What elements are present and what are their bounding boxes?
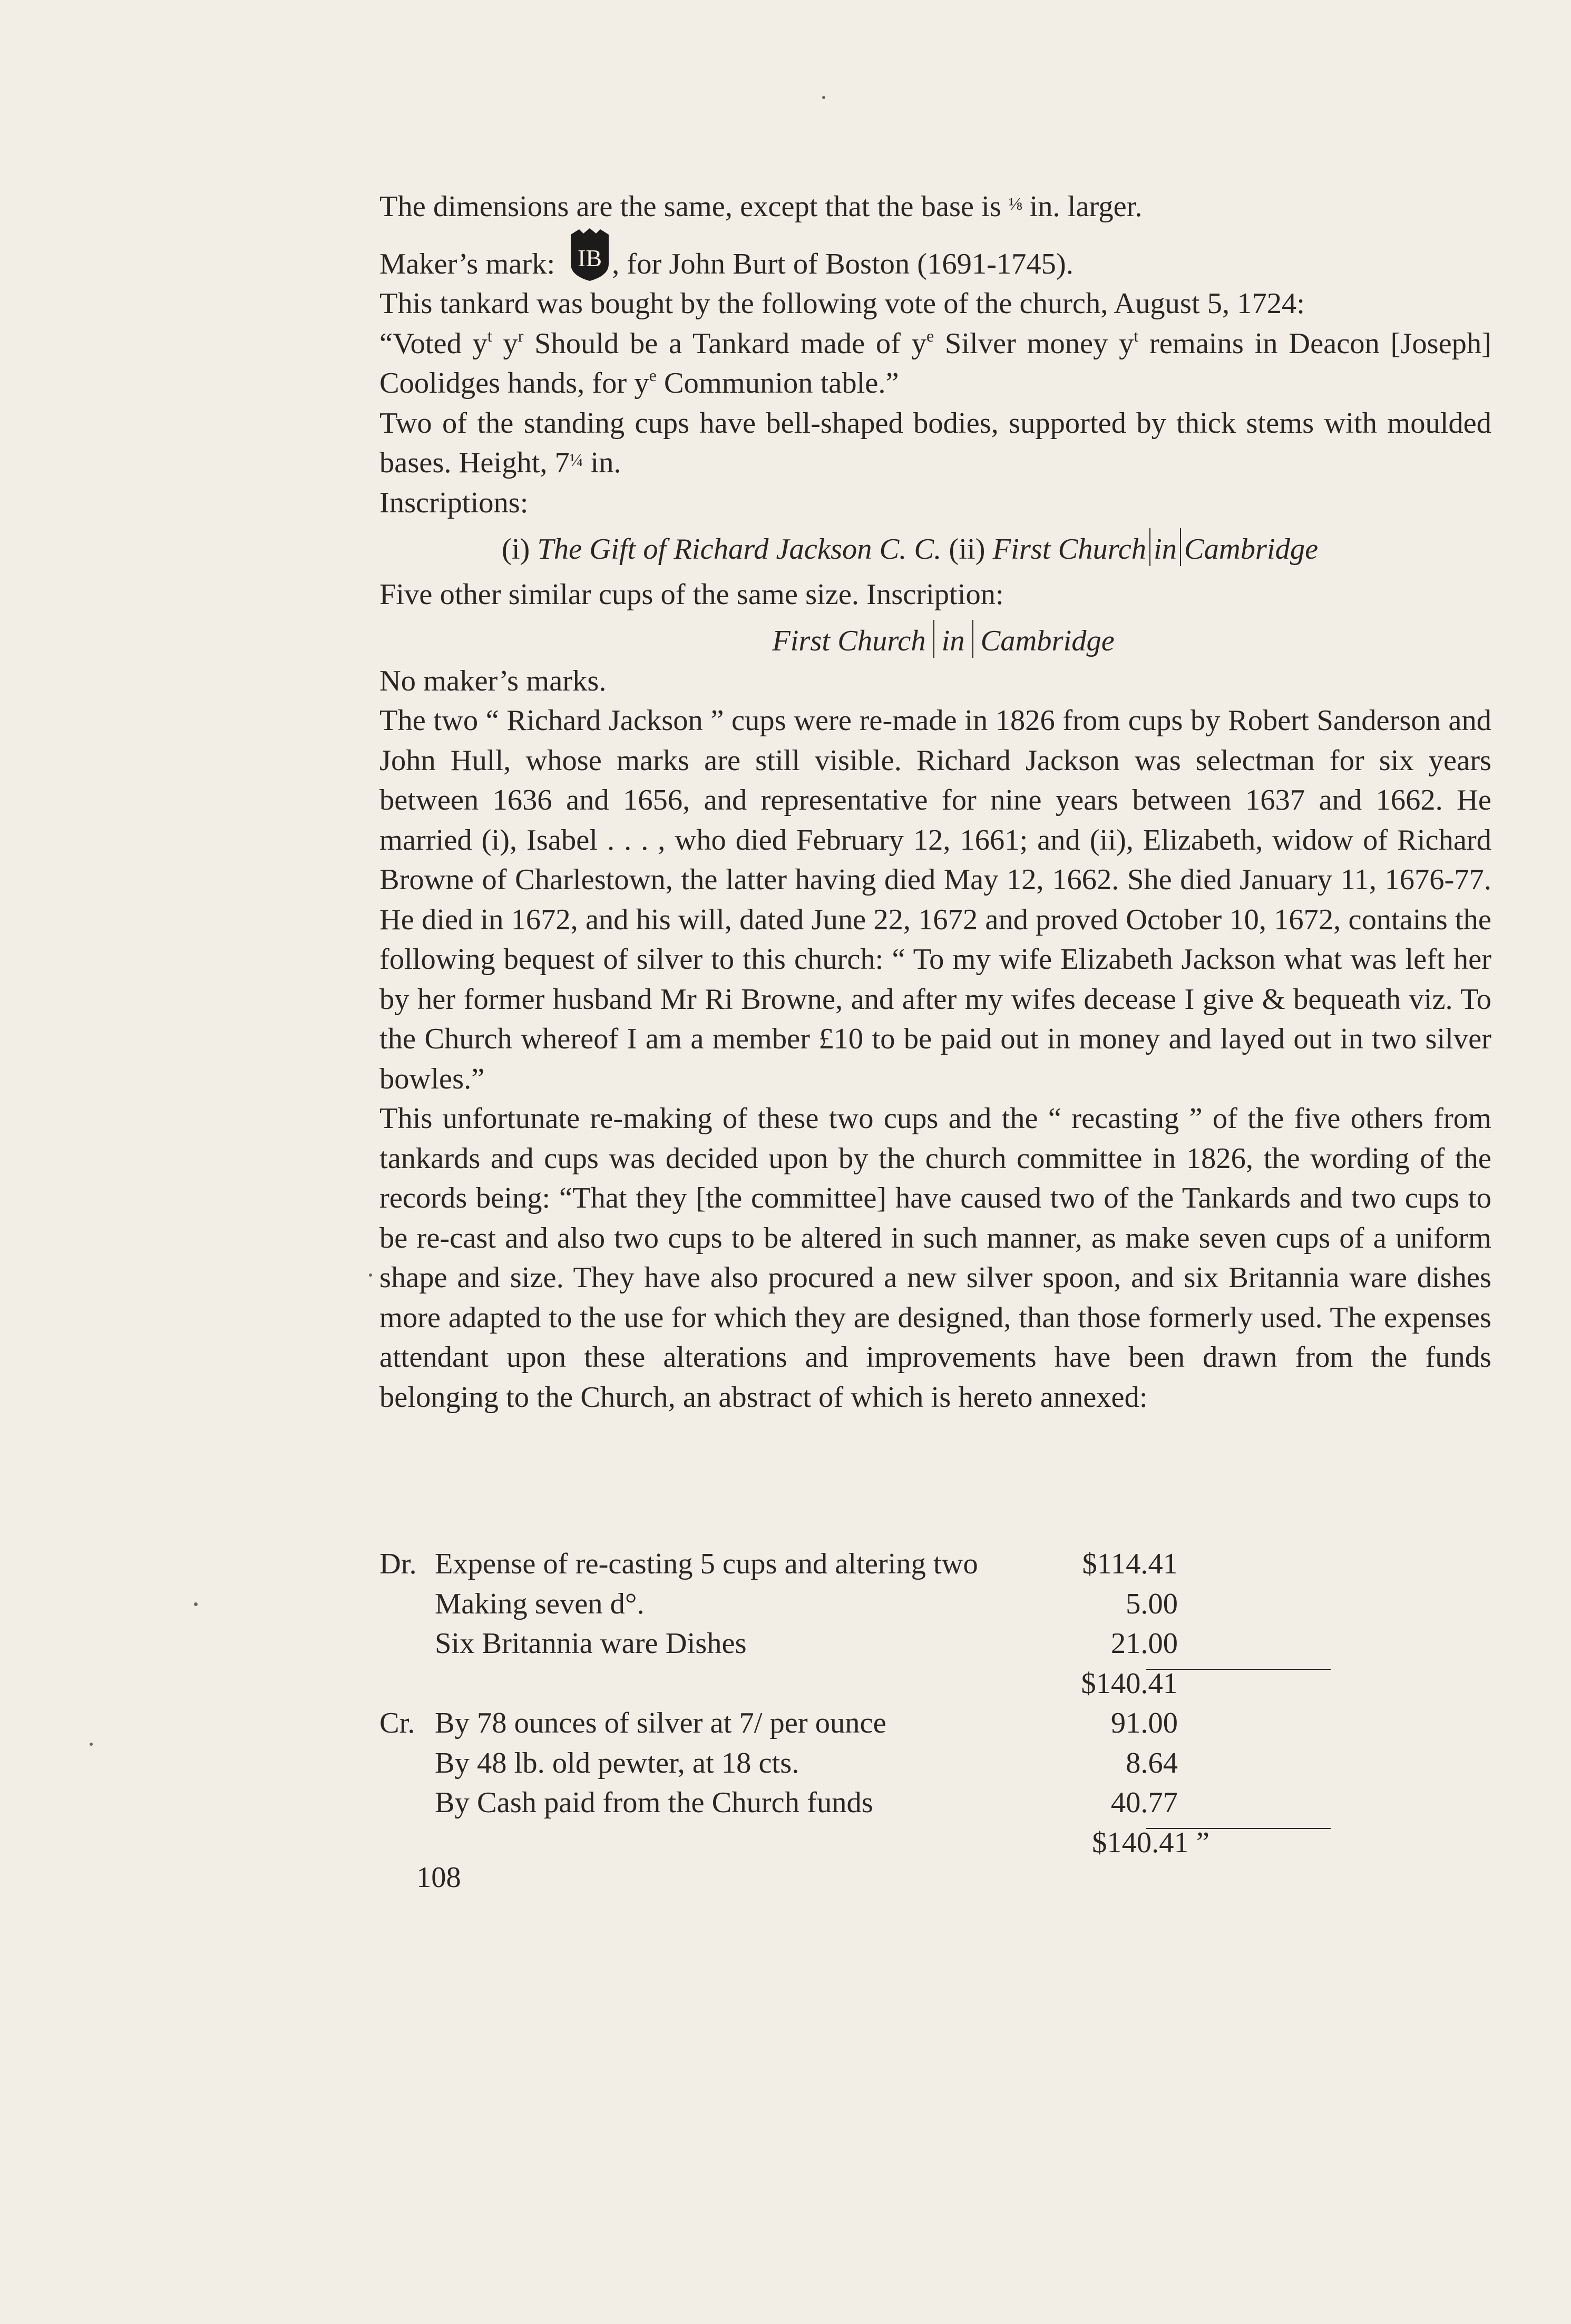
- paper-speck: [90, 1743, 93, 1746]
- recast-paragraph: This unfortunate re-making of these two cups and the “ recasting ” of the five others from tankards and cups was decided upon by the church committee in 1826, the wording of the records being: “That they [the committee] have caused two of the Tankards and two cups to be re-cast and also two cups to be altered in such manner, as make seven cups of a uniform shape and size. They have also procured a new silver spoon, and six Britannia ware dishes more adapted to the use for which they are designed, than those formerly used. The expenses attendant upon these alterations and improvements have been drawn from the funds belonging to the Church, an abstract of which is hereto annexed:: [379, 1102, 1491, 1414]
- fraction-quarter: ¼: [569, 451, 583, 470]
- jackson-paragraph: The two “ Richard Jackson ” cups were re-made in 1826 from cups by Robert Sanderson and John Hull, whose marks are still visible. Richard Jackson was selectman for six years between 1636 and 1656, and representative for nine years between 1637 and 1662. He married (i), Isabel . . . , who died February 12, 1661; and (ii), Elizabeth, widow of Richard Browne of Charlestown, the latter having died May 12, 1662. She died January 11, 1676-77. He died in 1672, and his will, dated June 22, 1672 and proved October 10, 1672, contains the following bequest of silver to this church: “ To my wife Elizabeth Jackson what was left her by her former husband Mr Ri Browne, and after my wifes decease I give & bequeath viz. To the Church whereof I am a member £10 to be paid out in money and layed out in two silver bowles.”: [379, 704, 1491, 1095]
- dimensions-end: in. larger.: [1022, 190, 1143, 223]
- makers-mark-text: , for John Burt of Boston (1691-1745).: [612, 247, 1074, 280]
- credit-total-row: [379, 1823, 1328, 1863]
- credit-row: By Cash paid from the Church funds 40.77: [435, 1786, 1178, 1819]
- dimensions-text: The dimensions are the same, except that the base is: [379, 190, 1009, 223]
- svg-text:IB: IB: [578, 244, 602, 271]
- paper-speck: [369, 1273, 372, 1277]
- page-body: [379, 187, 1491, 1417]
- fraction-eighth: ⅛: [1008, 195, 1022, 214]
- inscription-i: The Gift of Richard Jackson C. C.: [537, 533, 942, 566]
- account-table: [379, 1544, 1328, 1863]
- five-cups-line: Five other similar cups of the same size. Inscription:: [379, 578, 1004, 611]
- debit-row: Six Britannia ware Dishes 21.00: [435, 1627, 1178, 1660]
- credit-label: Cr.: [379, 1707, 415, 1739]
- makers-mark-shield-icon: [569, 227, 611, 282]
- debit-row: Dr. Expense of re-casting 5 cups and altering two $114.41: [379, 1544, 1328, 1584]
- dimensions-line: [379, 187, 1491, 227]
- credit-row: By 48 lb. old pewter, at 18 cts. 8.64: [435, 1746, 1178, 1780]
- credit-row: Cr. By 78 ounces of silver at 7/ per ounce 91.00: [379, 1704, 1328, 1744]
- debit-total: $140.41: [1081, 1667, 1178, 1700]
- no-marks-line: No maker’s marks.: [379, 664, 607, 697]
- credit-total: $140.41 ”: [1092, 1826, 1209, 1859]
- page-number: 108: [416, 1861, 461, 1894]
- inscriptions-label: Inscriptions:: [379, 486, 529, 519]
- paper-speck: [822, 96, 825, 99]
- debit-row: Making seven d°. 5.00: [435, 1587, 1178, 1620]
- vote-intro: This tankard was bought by the following vote of the church, August 5, 1724:: [379, 287, 1305, 320]
- inscriptions-line: (i) The Gift of Richard Jackson C. C. (ii) First Church in Cambridge: [379, 528, 1491, 570]
- centered-inscription: First Church in Cambridge: [379, 620, 1491, 662]
- vote-quote: “Voted $y^t$ $y^r$ Should be a Tankard made of $y^e$ Silver money $y^t$ remains in Deacon [Joseph] Coolidges hands, for $y^e$ Communion table.”: [379, 326, 1491, 400]
- debit-total-row: [379, 1664, 1328, 1704]
- debit-label: Dr.: [379, 1548, 417, 1580]
- paper-speck: [194, 1602, 198, 1606]
- cups-description: Two of the standing cups have bell-shaped bodies, supported by thick stems with moulded bases. Height, 7¼ in.: [379, 406, 1491, 479]
- inscription-ii: First Church: [992, 533, 1147, 566]
- makers-mark-label: Maker’s mark:: [379, 247, 555, 280]
- makers-mark-line: [379, 227, 1491, 285]
